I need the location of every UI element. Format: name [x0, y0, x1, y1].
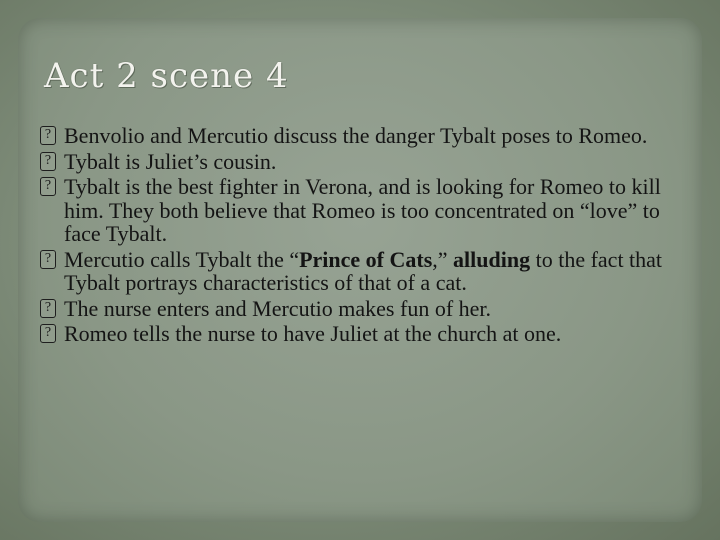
bullet-text: Romeo tells the nurse to have Juliet at the church at one. [64, 321, 562, 346]
bullet-text-bold: Prince of Cats [299, 246, 433, 272]
square-bullet-icon: ? [40, 126, 56, 145]
bullet-item [40, 175, 680, 246]
bullet-text: Tybalt is Juliet’s cousin. [64, 148, 277, 174]
bullet-item [40, 150, 680, 174]
square-bullet-icon: ? [40, 250, 56, 269]
bullet-text: The nurse enters and Mercutio makes fun of her. [64, 295, 492, 321]
bullet-text-before: Mercutio calls Tybalt the “ [64, 246, 300, 272]
bullet-text-middle: ,” [432, 246, 454, 272]
square-bullet-icon: ? [40, 299, 56, 318]
square-bullet-icon: ? [40, 177, 56, 196]
bullet-list [40, 124, 680, 348]
bullet-text-after: to the fact that Tybalt portrays characteristics of that of a cat. [64, 246, 663, 295]
bullet-item [40, 248, 680, 295]
bullet-item [40, 322, 680, 346]
bullet-item [40, 297, 680, 321]
square-bullet-icon: ? [40, 324, 56, 343]
bullet-text-bold: alluding [453, 246, 531, 272]
bullet-item [40, 124, 680, 148]
bullet-text: Tybalt is the best fighter in Verona, and is looking for Romeo to kill him. They both believe that Romeo is too concentrated on “love” to face Tybalt. [64, 174, 661, 246]
bullet-text: Benvolio and Mercutio discuss the danger Tybalt poses to Romeo. [64, 123, 648, 148]
slide-title: Act 2 scene 4 [44, 56, 289, 96]
square-bullet-icon: ? [40, 152, 56, 171]
